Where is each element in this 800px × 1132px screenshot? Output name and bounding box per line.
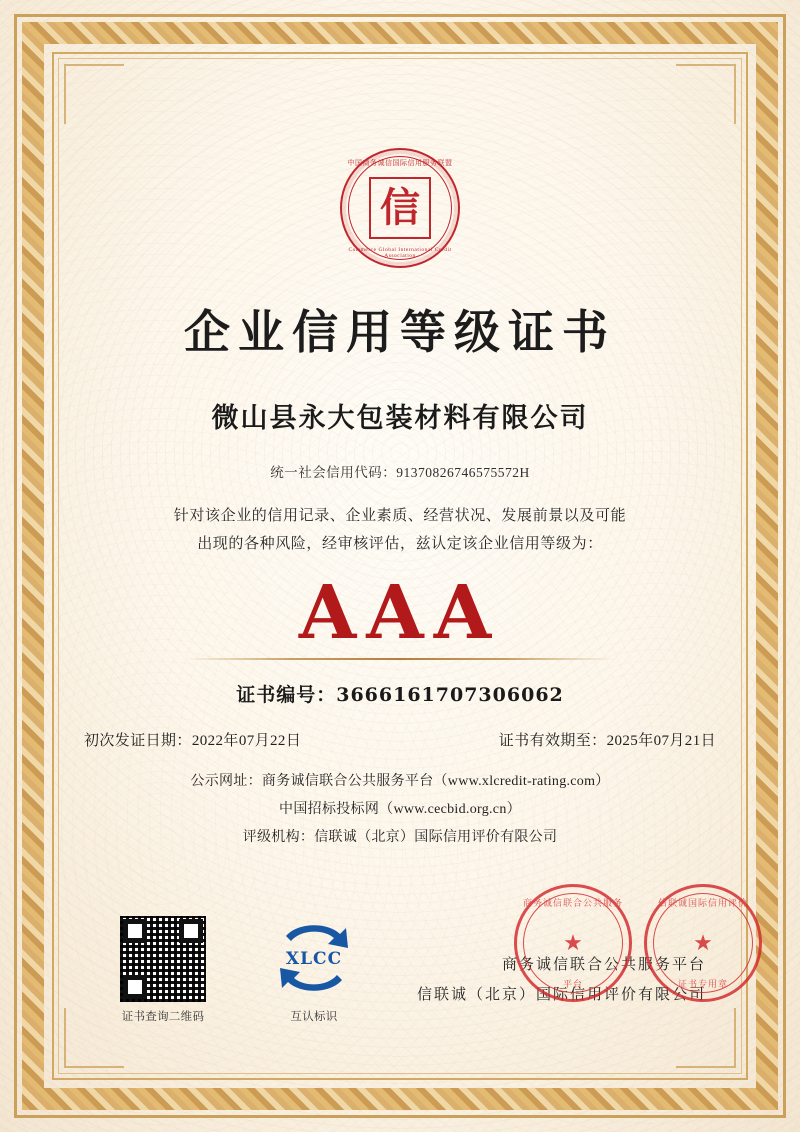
certificate-title: 企业信用等级证书: [184, 305, 616, 359]
credit-code-label: 统一社会信用代码：: [270, 465, 397, 480]
certificate-number-value: 3666161707306062: [336, 684, 564, 707]
stamp-one-arc-bottom: 平台: [562, 979, 583, 989]
emblem-glyph: 信: [380, 185, 420, 230]
issue-date-block: [84, 729, 301, 750]
xlcc-logo-block: [254, 916, 374, 1024]
xlcc-caption: 互认标识: [290, 1011, 338, 1023]
credit-emblem-icon: [340, 148, 460, 268]
certificate-number-label: 证书编号：: [236, 685, 337, 707]
company-name: 微山县永大包装材料有限公司: [211, 403, 589, 434]
issue-date-label: 初次发证日期：: [84, 733, 192, 750]
issuer-line-1: 商务诚信联合公共服务平台: [501, 957, 706, 973]
credit-code-value: 91370826746575572H: [396, 465, 530, 480]
publicity-label: 公示网址：: [190, 774, 262, 790]
qr-caption: 证书查询二维码: [121, 1011, 205, 1023]
official-stamp-platform: [514, 884, 632, 1002]
grade-divider: [185, 658, 615, 660]
meta-info: [70, 768, 730, 852]
statement-line-1: 针对该企业的信用记录、企业素质、经营状况、发展前景以及可能: [173, 508, 627, 524]
agency-label: 评级机构：: [242, 830, 315, 846]
statement-text: [70, 503, 730, 559]
emblem-arc-bottom-text: Commerce Global International Credit Association: [348, 247, 452, 259]
valid-date-value: 2025年07月21日: [606, 733, 716, 750]
emblem-center-square: [369, 177, 431, 239]
valid-date-label: 证书有效期至：: [498, 733, 607, 750]
valid-date-block: [499, 729, 716, 750]
stamp-one-arc-top: 商务诚信联合公共服务: [522, 898, 623, 908]
stamp-two-star-icon: ★: [693, 930, 713, 955]
xlcc-recycle-icon: [266, 916, 362, 1002]
issuer-line-2: 信联诚（北京）国际信用评价有限公司: [416, 987, 706, 1003]
emblem-arc-top-text: 中国商务诚信国际信用服务联盟: [347, 159, 453, 167]
stamp-two-arc-top: 信联诚国际信用评价: [657, 898, 748, 908]
official-stamp-agency: [644, 884, 762, 1002]
agency-row: [70, 824, 730, 852]
publicity-row-1: [70, 768, 730, 796]
stamp-one-star-icon: ★: [563, 930, 583, 955]
publicity-site-2: 中国招标投标网（www.cecbid.org.cn）: [279, 802, 521, 818]
credit-code-line: [70, 461, 730, 481]
issue-date-value: 2022年07月22日: [191, 733, 302, 750]
stamp-two-arc-bottom: 证书专用章: [677, 979, 728, 989]
certificate-content: [70, 70, 748, 1062]
xlcc-label: XLCC: [285, 949, 343, 969]
certificate-number-line: [70, 680, 730, 707]
certificate-footer: [94, 894, 748, 1024]
dates-row: [70, 729, 730, 750]
qr-eye-bottom-left: [123, 975, 147, 999]
publicity-site-1: 商务诚信联合公共服务平台（www.xlcredit-rating.com）: [261, 774, 610, 790]
credit-grade: AAA: [298, 569, 502, 656]
statement-line-2: 出现的各种风险，经审核评估，兹认定该企业信用等级为：: [197, 535, 603, 552]
agency-value: 信联诚（北京）国际信用评价有限公司: [314, 830, 558, 846]
publicity-row-2: [70, 796, 730, 824]
qr-code-image[interactable]: [120, 916, 206, 1002]
qr-code-block: [108, 916, 218, 1024]
